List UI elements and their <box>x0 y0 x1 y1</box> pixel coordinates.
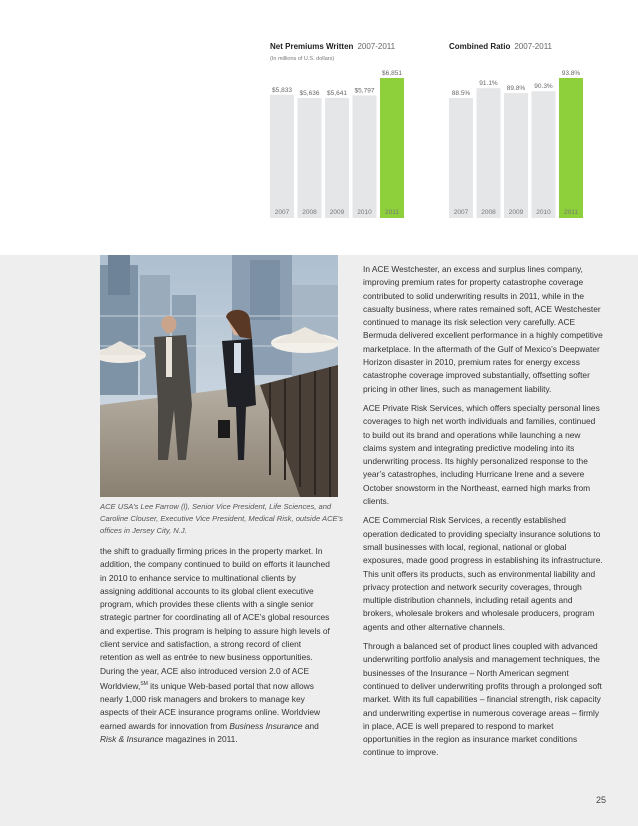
text-span: its unique Web-based portal that now allows nearly 1,000 risk managers and brokers to manage key aspects of their ACE insurance programs online. Worldview earned awards for innovation from <box>100 680 321 731</box>
chart-data-label: $5,833 <box>272 86 292 94</box>
page-number: 25 <box>596 795 607 805</box>
chart-bar <box>449 98 473 218</box>
right-column-text <box>363 263 603 766</box>
chart-range-text: 2007-2011 <box>514 42 553 51</box>
chart-bar <box>504 93 528 218</box>
chart-tick-label: 2009 <box>508 209 524 216</box>
right-paragraph: In ACE Westchester, an excess and surplus lines company, improving premium rates for property catastrophe coverage contributed to solid underwriting results in 2011, while in the casualty business, where rates remained soft, ACE Westchester continued to manage its risk selection very carefully. ACE Bermuda delivered excellent performance in a highly competitive marketplace. In the aftermath of the Gulf of Mexico’s Deepwater Horizon disaster in 2010, premium rates for energy excess catastrophe coverage improved substantially, offsetting softer pricing in other lines, such as management liability. <box>363 264 603 394</box>
combined-ratio-chart <box>449 42 589 237</box>
chart-tick-label: 2008 <box>302 209 317 216</box>
chart-title-text: Net Premiums Written <box>270 42 354 51</box>
chart-data-label: 90.3% <box>534 83 553 91</box>
publication-name: Business Insurance <box>229 720 303 731</box>
text-span: the shift to gradually firming prices in the property market. In addition, the company continued to build on efforts it launched in 2010 to enhance service to multinational clients by assigning additional accounts to its global client executive program, which provides these clients with a single senior strategic partner for coordinating all of ACE’s global resources and expertise. This program is helping to assure high levels of client service and satisfaction, a strong record of client retention as well as entrée to new business opportunities. During the year, ACE also introduced version 2.0 of ACE Worldview, <box>100 546 330 691</box>
net-premiums-chart-svg <box>270 42 410 237</box>
chart-data-label: 88.5% <box>451 90 471 97</box>
text-span: and <box>302 720 319 731</box>
text-span: magazines in 2011. <box>163 733 238 744</box>
photo-illustration <box>100 255 338 497</box>
photo-caption: ACE USA’s Lee Farrow (l), Senior Vice President, Life Sciences, and Caroline Clouser, Executive Vice President, Medical Risk, outside ACE’s offices in Jersey City, N.J. <box>100 502 343 535</box>
right-paragraph: ACE Private Risk Services, which offers specialty personal lines coverages to high net worth individuals and families, continued to build out its brand and operations while launching a new claims system and integrating predictive modeling into its underwriting process. Its highly personalized response to the year’s catastrophes, including Hurricane Irene and a severe October snowstorm in the Northeast, earned high marks from clients. <box>363 402 600 507</box>
chart-data-label: $5,636 <box>299 90 320 97</box>
chart-bar <box>270 95 294 218</box>
chart-bar <box>477 88 501 218</box>
chart-bar <box>532 91 556 218</box>
chart-bar <box>559 78 583 218</box>
chart-tick-label: 2011 <box>564 209 578 216</box>
chart-tick-label: 2007 <box>274 209 290 216</box>
chart-bar <box>380 78 404 218</box>
chart-tick-label: 2009 <box>329 209 345 216</box>
chart-bar <box>298 98 322 218</box>
chart-tick-label: 2011 <box>385 209 399 216</box>
right-paragraph: ACE Commercial Risk Services, a recently established operation dedicated to providing specialty insurance solutions to small businesses with local, regional, national or global exposures, made good progress in establishing its infrastructure. This unit offers its products, such as environmental liability and privacy protection and network security coverages, through multiple distribution channels, including retail agents and brokers, wholesale brokers and wholesale producers, program agents and other alternative channels. <box>363 515 603 632</box>
combined-ratio-chart-svg <box>449 42 589 237</box>
chart-data-label: $6,851 <box>382 70 402 77</box>
chart-data-label: 89.8% <box>506 85 526 93</box>
chart-tick-label: 2010 <box>536 209 551 216</box>
chart-subtitle: (In millions of U.S. dollars) <box>270 56 335 62</box>
chart-bar <box>325 98 349 218</box>
chart-tick-label: 2007 <box>453 209 469 216</box>
chart-range-text: 2007-2011 <box>357 42 396 51</box>
chart-data-label: $5,641 <box>327 89 347 97</box>
chart-data-label: 93.8% <box>561 70 581 77</box>
publication-name: Risk & Insurance <box>100 733 164 744</box>
chart-title-text: Combined Ratio <box>449 42 511 51</box>
service-mark: SM <box>140 680 148 687</box>
chart-tick-label: 2010 <box>357 209 372 216</box>
executives-photo <box>100 255 338 497</box>
net-premiums-chart <box>270 42 410 237</box>
left-paragraph <box>100 545 332 746</box>
left-column-text <box>100 545 332 752</box>
chart-data-label: 91.1% <box>479 80 498 88</box>
right-paragraph: Through a balanced set of product lines coupled with advanced underwriting portfolio analysis and management techniques, the businesses of the Insurance – North American segment continued to deliver underwriting profits through a prolonged soft market. With its full capabilities – financial strength, risk capacity and underwriting expertise in numerous coverage areas – firmly in place, ACE is well prepared to respond to market opportunities in the region as insurance market conditions continue to improve. <box>363 641 602 758</box>
chart-data-label: $5,797 <box>354 87 375 95</box>
chart-tick-label: 2008 <box>481 209 496 216</box>
chart-bar <box>353 95 377 218</box>
